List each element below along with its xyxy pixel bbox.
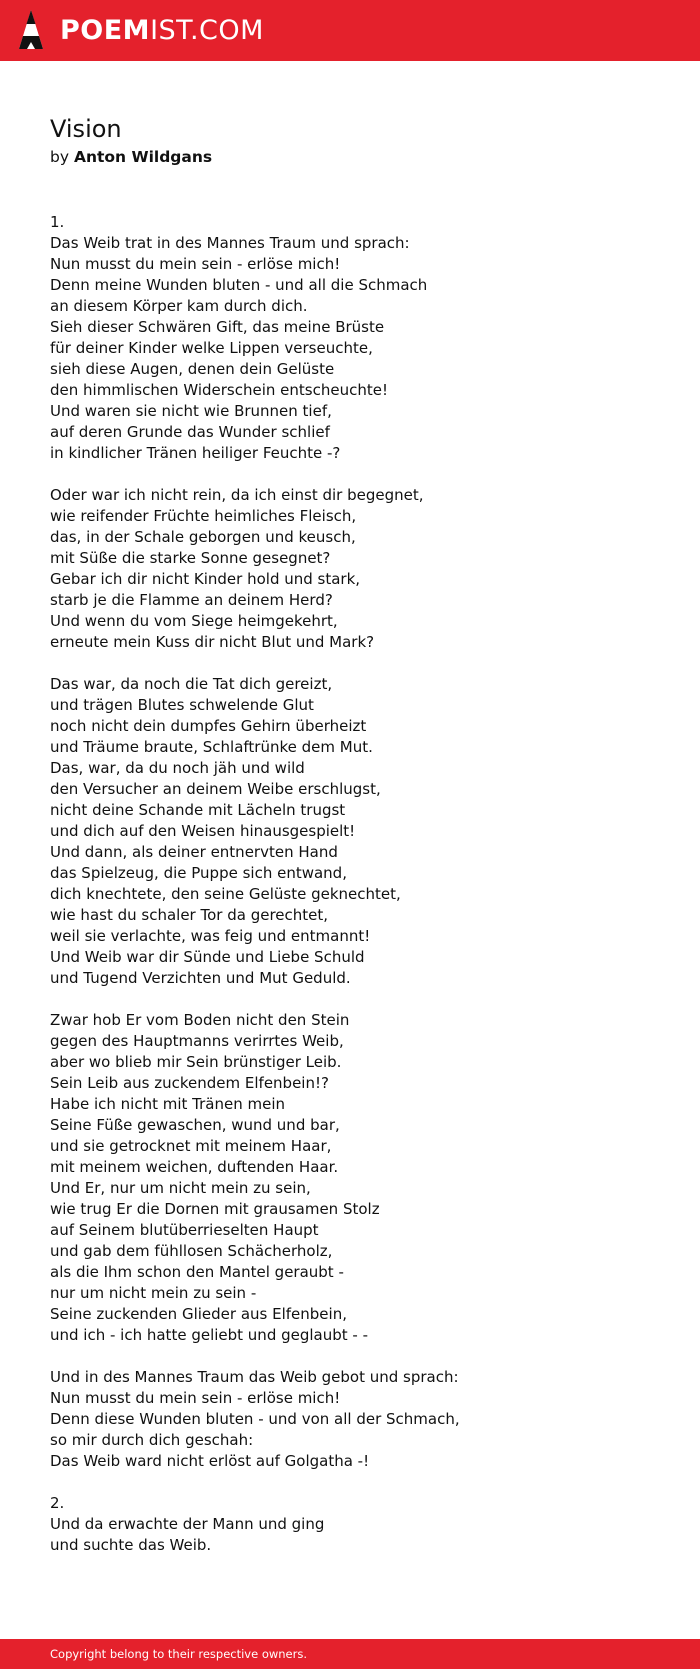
logo-strong-text: POEM xyxy=(60,15,151,46)
poem-line: mit Süße die starke Sonne gesegnet? xyxy=(50,549,331,567)
poem-line: Das, war, da du noch jäh und wild xyxy=(50,759,305,777)
poem-line: 1. xyxy=(50,213,65,231)
poem-line: Und in des Mannes Traum das Weib gebot und sprach: xyxy=(50,1368,459,1386)
poem-line: starb je die Flamme an deinem Herd? xyxy=(50,591,333,609)
poem-line: und dich auf den Weisen hinausgespielt! xyxy=(50,822,356,840)
poem-line: nicht deine Schande mit Lächeln trugst xyxy=(50,801,346,819)
poem-line: und suchte das Weib. xyxy=(50,1536,212,1554)
poem-line: 2. xyxy=(50,1494,65,1512)
logo-light-text: IST.COM xyxy=(150,15,264,46)
poem-line: und sie getrocknet mit meinem Haar, xyxy=(50,1137,332,1155)
poem-line: Und da erwachte der Mann und ging xyxy=(50,1515,325,1533)
copyright-text: Copyright belong to their respective owners. xyxy=(50,1647,308,1661)
poem-line: dich knechtete, den seine Gelüste geknechtet, xyxy=(50,885,401,903)
poem-line: Sein Leib aus zuckendem Elfenbein!? xyxy=(50,1074,329,1092)
byline xyxy=(50,146,660,168)
stanza xyxy=(50,485,660,653)
poem-line: Das Weib trat in des Mannes Traum und sprach: xyxy=(50,234,410,252)
site-header xyxy=(0,0,700,61)
poem-line: Gebar ich dir nicht Kinder hold und stark, xyxy=(50,570,361,588)
poem-line: Denn diese Wunden bluten - und von all der Schmach, xyxy=(50,1410,460,1428)
poem-line: wie trug Er die Dornen mit grausamen Stolz xyxy=(50,1200,380,1218)
poem-line: Und Weib war dir Sünde und Liebe Schuld xyxy=(50,948,365,966)
poem-line: und Träume braute, Schlaftrünke dem Mut. xyxy=(50,738,373,756)
poem-line: und Tugend Verzichten und Mut Geduld. xyxy=(50,969,351,987)
poem-line: Zwar hob Er vom Boden nicht den Stein xyxy=(50,1011,350,1029)
poem-line: Und waren sie nicht wie Brunnen tief, xyxy=(50,402,332,420)
poem-line: Das war, da noch die Tat dich gereizt, xyxy=(50,675,333,693)
poem-line: Das Weib ward nicht erlöst auf Golgatha -! xyxy=(50,1452,370,1470)
poem-line: aber wo blieb mir Sein brünstiger Leib. xyxy=(50,1053,342,1071)
poem-title: Vision xyxy=(50,115,122,143)
poem-line: gegen des Hauptmanns verirrtes Weib, xyxy=(50,1032,344,1050)
author-link[interactable]: Anton Wildgans xyxy=(73,148,213,166)
poem-line: den himmlischen Widerschein entscheuchte! xyxy=(50,381,388,399)
poem-line: Sieh dieser Schwären Gift, das meine Brüste xyxy=(50,318,385,336)
poem-line: als die Ihm schon den Mantel geraubt - xyxy=(50,1263,344,1281)
site-logo[interactable] xyxy=(60,17,264,44)
poem-line: weil sie verlachte, was feig und entmannt! xyxy=(50,927,371,945)
poem-line: noch nicht dein dumpfes Gehirn überheizt xyxy=(50,717,367,735)
poem-line: Nun musst du mein sein - erlöse mich! xyxy=(50,1389,341,1407)
poem-line: in kindlicher Tränen heiliger Feuchte -? xyxy=(50,444,341,462)
poem-line: Und Er, nur um nicht mein zu sein, xyxy=(50,1179,311,1197)
by-prefix: by xyxy=(50,148,70,166)
poem-line: so mir durch dich geschah: xyxy=(50,1431,254,1449)
poem-line: das, in der Schale geborgen und keusch, xyxy=(50,528,356,546)
poem-content xyxy=(50,112,660,1577)
site-footer xyxy=(0,1639,700,1669)
stanza xyxy=(50,212,660,464)
poem-line: mit meinem weichen, duftenden Haar. xyxy=(50,1158,339,1176)
poem-line: Seine Füße gewaschen, wund und bar, xyxy=(50,1116,340,1134)
poem-line: auf deren Grunde das Wunder schlief xyxy=(50,423,330,441)
poem-line: den Versucher an deinem Weibe erschlugst, xyxy=(50,780,381,798)
poem-line: Seine zuckenden Glieder aus Elfenbein, xyxy=(50,1305,347,1323)
poem-line: Denn meine Wunden bluten - und all die Schmach xyxy=(50,276,428,294)
poem-line: wie reifender Früchte heimliches Fleisch, xyxy=(50,507,357,525)
poem-line: Und wenn du vom Siege heimgekehrt, xyxy=(50,612,338,630)
stanza xyxy=(50,1010,660,1346)
poem-line: Habe ich nicht mit Tränen mein xyxy=(50,1095,286,1113)
poem-line: und trägen Blutes schwelende Glut xyxy=(50,696,314,714)
poem-line: an diesem Körper kam durch dich. xyxy=(50,297,308,315)
poem-line: sieh diese Augen, denen dein Gelüste xyxy=(50,360,335,378)
stanza xyxy=(50,1493,660,1556)
poem-line: das Spielzeug, die Puppe sich entwand, xyxy=(50,864,347,882)
poem-line: erneute mein Kuss dir nicht Blut und Mark? xyxy=(50,633,375,651)
poem-line: nur um nicht mein zu sein - xyxy=(50,1284,257,1302)
poem-line: wie hast du schaler Tor da gerechtet, xyxy=(50,906,329,924)
poem-line: und ich - ich hatte geliebt und geglaubt - - xyxy=(50,1326,369,1344)
poem-line: Und dann, als deiner entnervten Hand xyxy=(50,843,338,861)
poem-line: Nun musst du mein sein - erlöse mich! xyxy=(50,255,341,273)
stanza xyxy=(50,1367,660,1472)
poem-line: auf Seinem blutüberrieselten Haupt xyxy=(50,1221,319,1239)
poem-body xyxy=(50,212,660,1556)
pencil-logo-icon[interactable] xyxy=(18,9,44,53)
poem-line: für deiner Kinder welke Lippen verseuchte, xyxy=(50,339,373,357)
poem-line: Oder war ich nicht rein, da ich einst dir begegnet, xyxy=(50,486,424,504)
poem-line: und gab dem fühllosen Schächerholz, xyxy=(50,1242,333,1260)
stanza xyxy=(50,674,660,989)
